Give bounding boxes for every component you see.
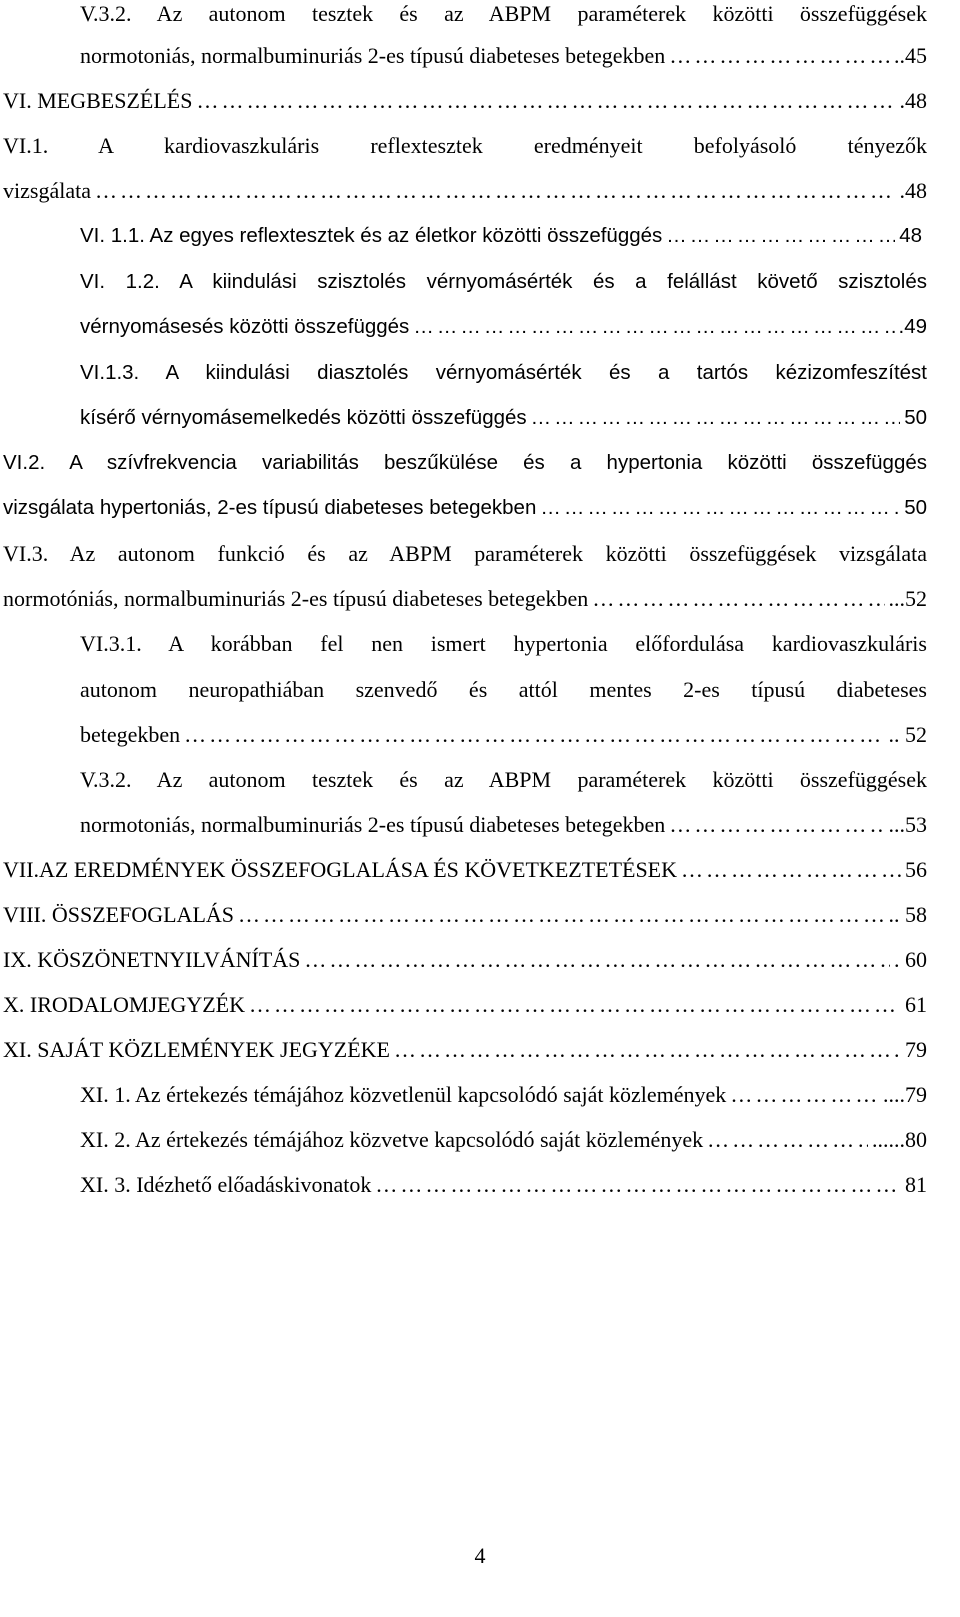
toc-leader-dots [375, 1171, 901, 1199]
toc-leader-dots [95, 177, 896, 205]
toc-line [80, 313, 927, 341]
toc-page-number: ...53 [888, 812, 927, 837]
toc-entry-text: XI. SAJÁT KÖZLEMÉNYEK JEGYZÉKE [3, 1037, 390, 1062]
toc-page-number: ......80 [872, 1127, 927, 1152]
toc-leader-dots [707, 1126, 868, 1154]
toc-leader-dots [249, 991, 901, 1019]
toc-page-number: .49 [898, 315, 927, 338]
toc-line [80, 766, 927, 794]
toc-entry-text: vizsgálata [3, 178, 91, 203]
toc-page-number: ..45 [894, 43, 927, 68]
toc-leader-dots [730, 1081, 879, 1109]
toc-page-number: ...52 [888, 586, 927, 611]
toc-page-number: .48 [899, 178, 927, 203]
toc-line [3, 540, 927, 568]
toc-line [80, 811, 927, 839]
toc-leader-dots [238, 901, 885, 929]
toc-leader-dots [669, 811, 884, 839]
toc-entry-text: VI.2. A szívfrekvencia variabilitás beszűkülése és a hypertonia közötti összefüggés [3, 451, 927, 474]
toc-entry-text: VI. MEGBESZÉLÉS [3, 88, 193, 113]
toc-entry-text: VII.AZ EREDMÉNYEK ÖSSZEFOGLALÁSA ÉS KÖVETKEZTETÉSEK [3, 857, 678, 882]
toc-page-number: 81 [905, 1172, 927, 1197]
toc-leader-dots [540, 494, 900, 522]
toc-line [80, 404, 927, 432]
toc-page-number: 48 [899, 224, 922, 247]
toc-leader-dots [184, 721, 884, 749]
toc-page-number: 61 [905, 992, 927, 1017]
toc-entry-text: VIII. ÖSSZEFOGLALÁS [3, 902, 234, 927]
toc-line [3, 87, 927, 115]
toc-page-number: . 79 [894, 1037, 927, 1062]
toc-line [80, 721, 927, 749]
toc-leader-dots [196, 87, 895, 115]
toc-leader-dots [681, 856, 901, 884]
toc-line [3, 901, 927, 929]
toc-entry-text: normotóniás, normalbuminuriás 2-es típusú diabeteses betegekben [3, 586, 589, 611]
toc-line [3, 177, 927, 205]
toc-entry-text: normotoniás, normalbuminuriás 2-es típusú diabeteses betegekben [80, 812, 666, 837]
toc-leader-dots [531, 404, 901, 432]
toc-entry-text: V.3.2. Az autonom tesztek és az ABPM paraméterek közötti összefüggések [80, 767, 927, 792]
toc-leader-dots [669, 42, 890, 70]
toc-line [80, 1171, 927, 1199]
toc-entry-text: VI. 1.1. Az egyes reflextesztek és az életkor közötti összefüggés [80, 224, 663, 247]
toc-entry-text: VI.1.3. A kiindulási diasztolés vérnyomásérték és a tartós kézizomfeszítést [80, 361, 927, 384]
toc-leader-dots [666, 222, 895, 250]
toc-line [80, 630, 927, 658]
toc-entry-text: XI. 1. Az értekezés témájához közvetlenül kapcsolódó saját közlemények [80, 1082, 727, 1107]
toc-line [80, 1081, 927, 1109]
toc-line [80, 42, 927, 70]
toc-entry-text: XI. 2. Az értekezés témájához közvetve kapcsolódó saját közlemények [80, 1127, 704, 1152]
toc-entry-text: vérnyomásesés közötti összefüggés [80, 315, 410, 338]
toc-line [3, 449, 927, 477]
toc-entry-text: betegekben [80, 722, 181, 747]
toc-line [80, 676, 927, 704]
toc-page-number: 50 [904, 406, 927, 429]
toc-line [3, 132, 927, 160]
toc-page-number: .48 [899, 88, 927, 113]
toc-entry-text: IX. KÖSZÖNETNYILVÁNÍTÁS [3, 947, 301, 972]
toc-entry-text: VI.1. A kardiovaszkuláris reflextesztek eredményeit befolyásoló tényezők [3, 133, 927, 158]
toc-page-number: 56 [905, 857, 927, 882]
toc-page-number: . 60 [894, 947, 927, 972]
toc-leader-dots [592, 585, 884, 613]
toc-entry-text: normotoniás, normalbuminuriás 2-es típusú diabeteses betegekben [80, 43, 666, 68]
toc-line [80, 359, 927, 387]
toc-line [3, 946, 927, 974]
toc-line [80, 222, 922, 250]
page-number: 4 [474, 1543, 486, 1568]
toc-leader-dots [413, 313, 894, 341]
toc-line [80, 268, 927, 296]
toc-entry-text: VI. 1.2. A kiindulási szisztolés vérnyomásérték és a felállást követő szisztolés [80, 270, 927, 293]
toc-entry-text: VI.3.1. A korábban fel nen ismert hypertonia előfordulása kardiovaszkuláris [80, 631, 927, 656]
toc-leader-dots [304, 946, 890, 974]
toc-page-number: 50 [904, 496, 927, 519]
toc-leader-dots [394, 1036, 890, 1064]
toc-entry-text: vizsgálata hypertoniás, 2-es típusú diabeteses betegekben [3, 496, 537, 519]
toc-page-number: .. 52 [888, 722, 927, 747]
toc-line [80, 0, 927, 28]
toc-entry-text: V.3.2. Az autonom tesztek és az ABPM paraméterek közötti összefüggések [80, 1, 927, 26]
toc-line [3, 856, 927, 884]
toc-line [3, 991, 927, 1019]
toc-page-number: ....79 [883, 1082, 927, 1107]
toc-page-number: .. 58 [888, 902, 927, 927]
toc-line [80, 1126, 927, 1154]
toc-entry-text: autonom neuropathiában szenvedő és attól mentes 2-es típusú diabeteses [80, 677, 927, 702]
toc-line [3, 585, 927, 613]
toc-line [3, 494, 927, 522]
toc-entry-text: kísérő vérnyomásemelkedés közötti összefüggés [80, 406, 527, 429]
toc-entry-text: X. IRODALOMJEGYZÉK [3, 992, 245, 1017]
toc-line [3, 1036, 927, 1064]
toc-entry-text: XI. 3. Idézhető előadáskivonatok [80, 1172, 372, 1197]
toc-entry-text: VI.3. Az autonom funkció és az ABPM paraméterek közötti összefüggések vizsgálata [3, 541, 927, 566]
